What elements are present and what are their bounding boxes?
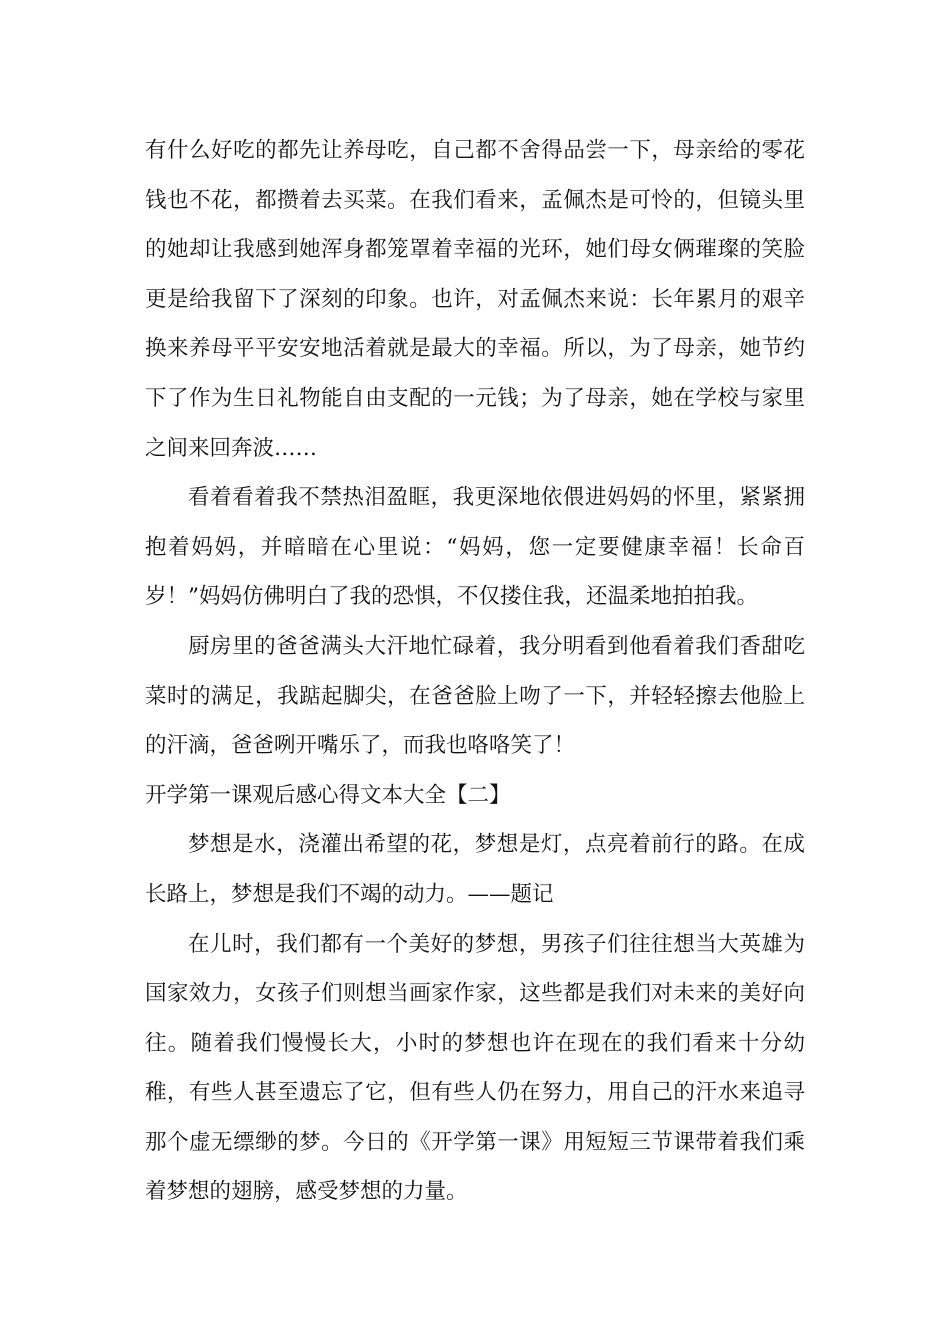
document-body [145,126,805,1217]
section-heading: 开学第一课观后感心得文本大全【二】 [145,782,511,808]
paragraph-3: 厨房里的爸爸满头大汗地忙碌着，我分明看到他看着我们香甜吃菜时的满足，我踮起脚尖，在爸爸脸上吻了一下，并轻轻擦去他脸上的汗滴，爸爸咧开嘴乐了，而我也咯咯笑了！ [145,633,805,759]
paragraph-2: 看着看着我不禁热泪盈眶，我更深地依偎进妈妈的怀里，紧紧拥抱着妈妈，并暗暗在心里说：“妈妈，您一定要健康幸福！长命百岁！”妈妈仿佛明白了我的恐惧，不仅搂住我，还温柔地拍拍我。 [145,485,805,610]
paragraph-1: 有什么好吃的都先让养母吃，自己都不舍得品尝一下，母亲给的零花钱也不花，都攒着去买菜。在我们看来，孟佩杰是可怜的，但镜头里的她却让我感到她浑身都笼罩着幸福的光环，她们母女俩璀璨的笑脸更是给我留下了深刻的印象。也许，对孟佩杰来说：长年累月的艰辛换来养母平平安安地活着就是最大的幸福。所以，为了母亲，她节约下了作为生日礼物能自由支配的一元钱；为了母亲，她在学校与家里之间来回奔波…… [145,138,805,461]
section-paragraph-1: 梦想是水，浇灌出希望的花，梦想是灯，点亮着前行的路。在成长路上，梦想是我们不竭的动力。——题记 [145,832,805,907]
section-paragraph-2: 在儿时，我们都有一个美好的梦想，男孩子们往往想当大英雄为国家效力，女孩子们则想当画家作家，这些都是我们对未来的美好向往。随着我们慢慢长大，小时的梦想也许在现在的我们看来十分幼稚，有些人甚至遗忘了它，但有些人仍在努力，用自己的汗水来追寻那个虚无缥缈的梦。今日的《开学第一课》用短短三节课带着我们乘着梦想的翅膀，感受梦想的力量。 [145,931,805,1205]
